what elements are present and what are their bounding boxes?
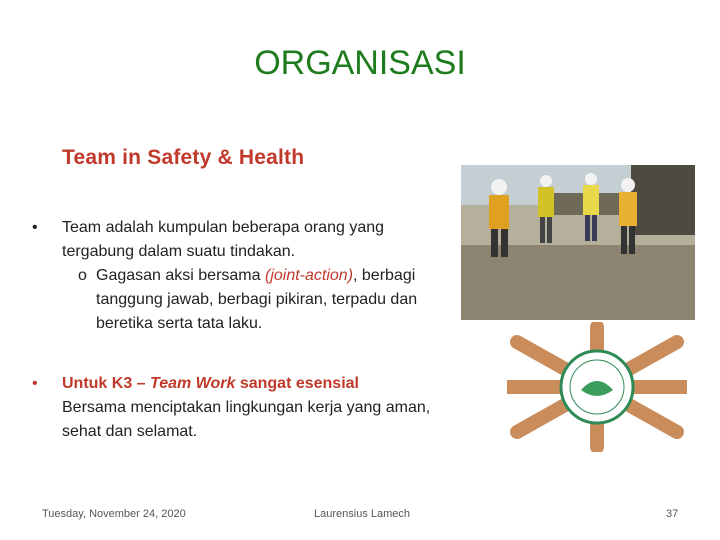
sub-bullet bbox=[78, 264, 442, 336]
footer-page-number: 37 bbox=[666, 508, 679, 520]
slide-subtitle: Team in Safety & Health bbox=[62, 146, 305, 169]
bullet-1 bbox=[32, 216, 442, 336]
bullet-2 bbox=[32, 372, 442, 444]
teamwork-hands-image bbox=[507, 322, 687, 452]
workers-photo bbox=[461, 165, 695, 320]
footer-author: Laurensius Lamech bbox=[314, 508, 411, 520]
bullet-1-text: Team adalah kumpulan beberapa orang yang tergabung dalam suatu tindakan. bbox=[62, 219, 385, 260]
sub-bullet-marker: o bbox=[78, 267, 87, 284]
sub-bullet-prefix: Gagasan aksi bersama bbox=[96, 267, 265, 284]
team-work-term: Team Work bbox=[150, 375, 236, 392]
bullet-2-head-suffix: sangat esensial bbox=[235, 375, 359, 392]
footer-date: Tuesday, November 24, 2020 bbox=[42, 508, 186, 520]
bullet-2-body: Bersama menciptakan lingkungan kerja yang aman, sehat dan selamat. bbox=[62, 399, 431, 440]
sub-bullet-suffix: , berbagi tanggung jawab, berbagi pikiran, terpadu dan beretika serta tata laku. bbox=[96, 267, 418, 332]
joint-action-term: (joint-action) bbox=[264, 267, 354, 284]
bullet-2-heading bbox=[62, 372, 442, 396]
bullet-marker: • bbox=[32, 219, 38, 236]
bullet-2-head-prefix: Untuk K3 – bbox=[62, 375, 151, 392]
slide-title: ORGANISASI bbox=[254, 44, 466, 82]
bullet-marker: • bbox=[32, 375, 38, 392]
